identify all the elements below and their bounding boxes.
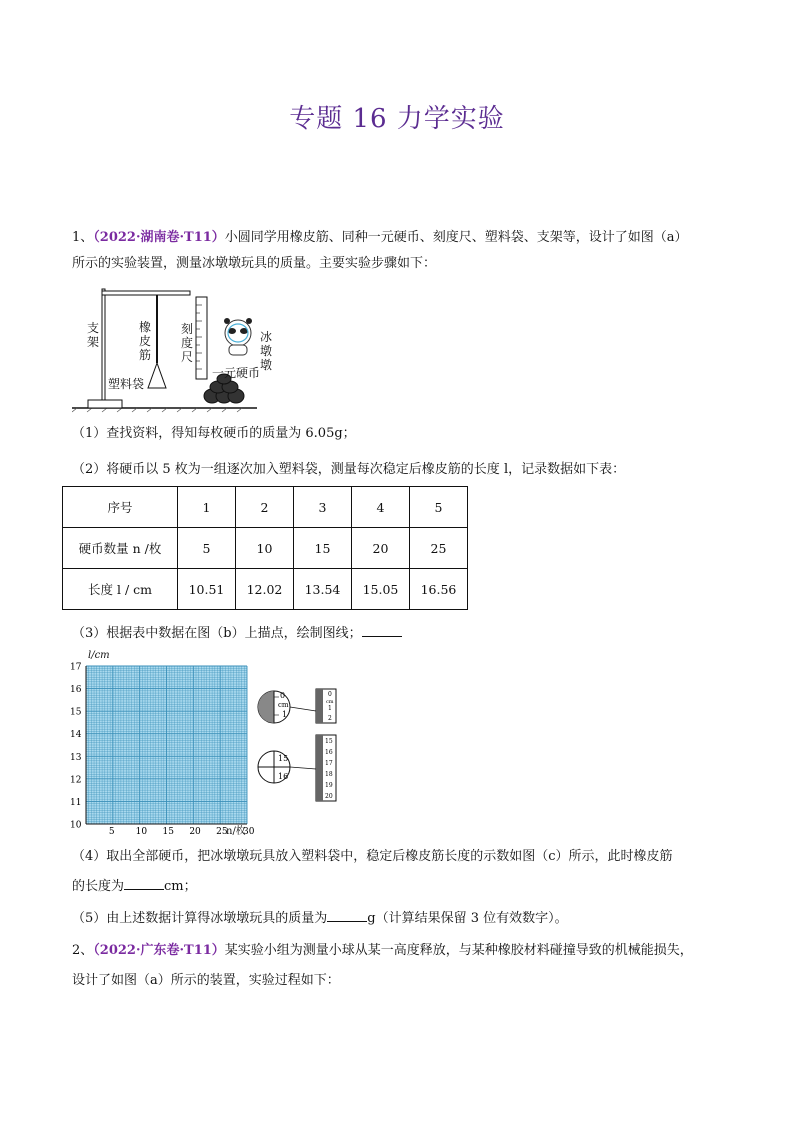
q1-step3-text: （3）根据表中数据在图（b）上描点，绘制图线； xyxy=(72,626,362,641)
table-cell: 15 xyxy=(294,528,352,569)
x-tick-label: 30 xyxy=(243,827,255,836)
label-ruler: 刻度尺 xyxy=(181,322,194,364)
x-tick-label: 20 xyxy=(189,827,201,836)
data-table xyxy=(62,486,468,610)
q1-step1: （1）查找资料，得知每枚硬币的质量为 6.05g； xyxy=(72,426,356,441)
label-stand: 支架 xyxy=(87,321,100,349)
mag-bottom-label-16: 16 xyxy=(278,772,289,781)
q2-intro-line1 xyxy=(72,942,693,960)
label-panda: 冰墩墩 xyxy=(260,330,273,372)
q1-step2: （2）将硬币以 5 枚为一组逐次加入塑料袋，测量每次稳定后橡皮筋的长度 l，记录数据如下表： xyxy=(72,462,626,477)
label-plastic-bag: 塑料袋 xyxy=(108,377,145,391)
answer-blank[interactable] xyxy=(124,877,164,890)
table-cell: 4 xyxy=(352,487,410,528)
y-tick-label: 12 xyxy=(70,775,82,786)
y-tick-label: 14 xyxy=(70,730,82,741)
q1-step5 xyxy=(72,909,568,928)
stand-pole xyxy=(102,289,105,400)
x-tick-label: 25 xyxy=(216,827,228,836)
table-cell: 5 xyxy=(178,528,236,569)
y-axis-label: l/cm xyxy=(88,650,110,661)
answer-blank[interactable] xyxy=(327,909,367,922)
table-cell: 25 xyxy=(410,528,468,569)
ruler-top-label-2: 2 xyxy=(328,715,332,722)
y-tick-label: 16 xyxy=(70,685,82,696)
q1-step4-post: cm； xyxy=(164,879,197,894)
label-coins: 一元硬币 xyxy=(212,366,261,380)
figure-b-graph xyxy=(62,646,262,836)
bottom-magnifier xyxy=(258,751,316,783)
ruler-bottom-label-16: 16 xyxy=(325,749,333,756)
q2-number: 2、 xyxy=(72,943,94,958)
plastic-bag xyxy=(148,363,166,388)
q1-intro1: 小圆同学用橡皮筋、同种一元硬币、刻度尺、塑料袋、支架等，设计了如图（a） xyxy=(224,230,688,245)
q1-number: 1、 xyxy=(72,230,94,245)
ruler-top-label-1: 1 xyxy=(328,705,332,712)
y-tick-label: 15 xyxy=(70,707,82,718)
table-cell: 16.56 xyxy=(410,569,468,610)
y-tick-label: 17 xyxy=(70,662,82,673)
q1-step5-pre: （5）由上述数据计算得冰墩墩玩具的质量为 xyxy=(72,911,328,926)
ruler-bottom-label-18: 18 xyxy=(325,771,333,778)
table-cell: 2 xyxy=(236,487,294,528)
table-cell: 3 xyxy=(294,487,352,528)
q1-step3 xyxy=(72,624,402,643)
ruler-bottom-label-15: 15 xyxy=(325,738,333,745)
table-row xyxy=(63,569,468,610)
row-header: 序号 xyxy=(63,487,178,528)
q1-step5-post: g（计算结果保留 3 位有效数字）。 xyxy=(367,911,568,926)
q1-intro-line2: 所示的实验装置，测量冰墩墩玩具的质量。主要实验步骤如下： xyxy=(72,256,437,271)
q1-step4-line1: （4）取出全部硬币，把冰墩墩玩具放入塑料袋中，稳定后橡皮筋长度的示数如图（c）所示，此时橡皮筋 xyxy=(72,849,673,864)
page-title: 专题 16 力学实验 xyxy=(289,104,505,134)
stand-arm xyxy=(102,291,190,295)
mag-top-label-cm: cm xyxy=(278,701,289,709)
x-tick-label: 15 xyxy=(162,827,174,836)
table-cell: 5 xyxy=(410,487,468,528)
q1-step4-pre: 的长度为 xyxy=(72,879,125,894)
table-cell: 15.05 xyxy=(352,569,410,610)
ruler-bottom-label-19: 19 xyxy=(325,782,333,789)
q1-step4-line2 xyxy=(72,877,197,896)
q1-source: （2022·湖南卷·T11） xyxy=(93,230,225,245)
top-ruler xyxy=(316,689,336,723)
figure-a-apparatus xyxy=(72,283,272,413)
mag-top-label-1: 1 xyxy=(282,710,288,719)
x-axis-label: n/枚 xyxy=(226,826,246,836)
answer-blank[interactable] xyxy=(362,624,402,637)
table-cell: 1 xyxy=(178,487,236,528)
q1-intro-line1 xyxy=(72,229,688,247)
ruler-top-label-cm: cm xyxy=(326,699,334,705)
row-header: 长度 l / cm xyxy=(63,569,178,610)
table-cell: 12.02 xyxy=(236,569,294,610)
stand-base xyxy=(88,400,122,408)
bottom-ruler xyxy=(316,735,336,801)
table-cell: 10 xyxy=(236,528,294,569)
q2-intro1: 某实验小组为测量小球从某一高度释放，与某种橡胶材料碰撞导致的机械能损失， xyxy=(224,943,693,958)
table-cell: 20 xyxy=(352,528,410,569)
q2-intro-line2: 设计了如图（a）所示的装置，实验过程如下： xyxy=(72,973,340,988)
mag-top-label-0: 0 xyxy=(280,691,286,700)
panda-toy xyxy=(224,318,252,355)
x-tick-label: 5 xyxy=(108,827,115,836)
figure-c-readings xyxy=(254,685,344,805)
y-tick-label: 10 xyxy=(70,820,82,831)
x-tick-label: 10 xyxy=(135,827,148,836)
label-rubber-band: 橡皮筋 xyxy=(139,320,152,362)
ruler xyxy=(196,297,207,379)
table-row xyxy=(63,487,468,528)
q2-source: （2022·广东卷·T11） xyxy=(93,943,225,958)
y-tick-label: 13 xyxy=(70,752,82,763)
top-magnifier xyxy=(258,691,316,723)
row-header: 硬币数量 n /枚 xyxy=(63,528,178,569)
ruler-bottom-label-17: 17 xyxy=(325,760,333,767)
ruler-top-label-0: 0 xyxy=(328,691,332,698)
mag-bottom-label-15: 15 xyxy=(278,754,289,763)
table-row xyxy=(63,528,468,569)
table-cell: 10.51 xyxy=(178,569,236,610)
ruler-bottom-label-20: 20 xyxy=(325,793,333,800)
y-tick-label: 11 xyxy=(70,797,82,808)
table-cell: 13.54 xyxy=(294,569,352,610)
